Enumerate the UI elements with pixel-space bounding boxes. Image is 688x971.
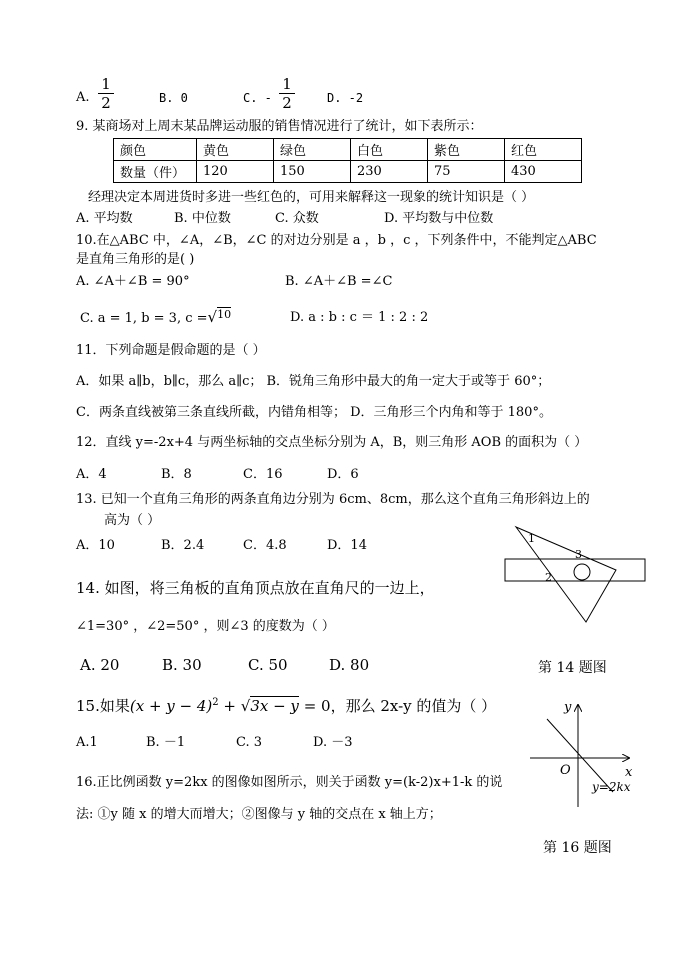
q15-formula-square: (x + y − 4)	[129, 697, 213, 715]
q16-figure	[525, 697, 645, 809]
q14-option-a: A. 20	[80, 656, 120, 674]
sqrt-symbol: √	[240, 697, 251, 715]
q13-stem-line2: 高为（ ）	[104, 513, 161, 528]
q12-stem: 12．直线 y=-2x+4 与两坐标轴的交点坐标分别为 A，B，则三角形 AOB 的面积为（ ）	[76, 435, 588, 450]
line-label: y=2kx	[592, 780, 631, 794]
q15-stem-suffix: ，那么 2x-y 的值为（ ）	[330, 697, 497, 715]
table-cell: 430	[505, 161, 582, 183]
q15-plus: +	[223, 697, 236, 715]
table-cell: 绿色	[274, 139, 351, 161]
q8-option-c-label: C. -	[243, 91, 272, 105]
q13-option-b: B．2.4	[161, 538, 205, 553]
q13-option-c: C．4.8	[243, 538, 287, 553]
q12-option-d: D．6	[327, 467, 359, 482]
sqrt-symbol: √	[207, 308, 218, 326]
q10-option-d: D. a : b : c ＝ 1 : 2 : 2	[290, 310, 429, 325]
table-header-row	[114, 139, 582, 161]
q9-option-c: C. 众数	[275, 211, 319, 226]
q9-stem: 9. 某商场对上周末某品牌运动服的销售情况进行了统计，如下表所示：	[76, 119, 483, 134]
q8-option-a-fraction	[98, 76, 114, 111]
q14-figure	[500, 522, 650, 630]
q10-stem-line1: 10.在△ABC 中，∠A，∠B，∠C 的对边分别是 a ，b ，c ，下列条件中，不能判定△ABC	[76, 233, 597, 248]
table-cell: 数量（件）	[114, 161, 197, 183]
q11-options-cd: C．两条直线被第三条直线所截，内错角相等； D．三角形三个内角和等于 180°。	[76, 405, 552, 420]
q10-option-b: B. ∠A＋∠B =∠C	[285, 274, 393, 289]
q11-options-ab: A．如果 a∥b，b∥c，那么 a∥c； B．锐角三角形中最大的角一定大于或等于 60°；	[76, 374, 551, 389]
ruler-rect	[505, 559, 645, 581]
q13-option-a: A．10	[76, 538, 115, 553]
table-row	[114, 161, 582, 183]
q15-equals: = 0	[303, 697, 331, 715]
q10-option-c	[80, 309, 231, 327]
table-cell: 75	[428, 161, 505, 183]
table-cell: 紫色	[428, 139, 505, 161]
q11-stem: 11．下列命题是假命题的是（ ）	[76, 343, 266, 358]
table-cell: 颜色	[114, 139, 197, 161]
fraction-denominator: 2	[282, 94, 292, 112]
q14-option-b: B. 30	[162, 656, 202, 674]
q9-option-d: D. 平均数与中位数	[384, 211, 494, 226]
ruler-hole	[574, 564, 590, 580]
origin-label: O	[560, 763, 571, 778]
q9-sales-table	[113, 138, 582, 183]
q12-option-b: B．8	[161, 467, 192, 482]
y-axis-label: y	[564, 700, 572, 715]
q8-option-b: B. 0	[159, 91, 188, 105]
x-axis-label: x	[625, 765, 633, 780]
q15-option-a: A.1	[76, 735, 98, 750]
q15-stem	[76, 695, 496, 714]
q10-stem-line2: 是直角三角形的是( )	[76, 252, 195, 267]
fraction-denominator: 2	[101, 94, 111, 112]
table-cell: 230	[351, 161, 428, 183]
table-cell: 白色	[351, 139, 428, 161]
angle-label-2: 2	[545, 571, 552, 584]
q13-option-d: D．14	[327, 538, 367, 553]
q15-stem-prefix: 15.如果	[76, 697, 130, 715]
q16-caption: 第 16 题图	[543, 840, 612, 856]
q15-exponent: 2	[212, 697, 219, 708]
fraction-numerator: 1	[101, 75, 111, 93]
table-cell: 120	[197, 161, 274, 183]
q8-option-d: D. -2	[327, 91, 364, 105]
q14-stem-line2: ∠1=30° ，∠2=50° ，则∠3 的度数为（ ）	[76, 619, 335, 634]
q9-followup: 经理决定本周进货时多进一些红色的，可用来解释这一现象的统计知识是（ ）	[88, 190, 535, 205]
q13-stem-line1: 13. 已知一个直角三角形的两条直角边分别为 6cm、8cm，那么这个直角三角形斜边上的	[76, 492, 590, 507]
q9-option-a: A. 平均数	[76, 211, 133, 226]
angle-label-3: 3	[575, 548, 582, 561]
q15-option-b: B. －1	[146, 735, 186, 750]
q14-stem-line1: 14. 如图，将三角板的直角顶点放在直角尺的一边上，	[76, 579, 435, 597]
q10-option-c-text: C. a = 1, b = 3, c =	[80, 311, 208, 326]
q16-stem-line2: 法: ①y 随 x 的增大而增大；②图像与 y 轴的交点在 x 轴上方；	[76, 807, 442, 822]
q15-option-c: C. 3	[236, 735, 263, 750]
q10-option-a: A. ∠A＋∠B = 90°	[76, 274, 190, 289]
q12-option-c: C．16	[243, 467, 283, 482]
q14-option-d: D. 80	[329, 656, 370, 674]
q15-sqrt-radicand: 3x − y	[250, 697, 299, 715]
q16-stem-line1: 16.正比例函数 y=2kx 的图像如图所示，则关于函数 y=(k-2)x+1-k 的说	[76, 775, 503, 790]
q14-option-c: C. 50	[248, 656, 288, 674]
q8-option-a-label: A.	[76, 90, 90, 105]
q10-sqrt-radicand: 10	[217, 308, 232, 321]
table-cell: 红色	[505, 139, 582, 161]
q12-option-a: A．4	[76, 467, 107, 482]
q15-option-d: D. －3	[313, 735, 353, 750]
table-cell: 150	[274, 161, 351, 183]
angle-label-1: 1	[528, 532, 535, 545]
fraction-numerator: 1	[282, 75, 292, 93]
table-cell: 黄色	[197, 139, 274, 161]
q9-option-b: B. 中位数	[174, 211, 231, 226]
q14-caption: 第 14 题图	[538, 660, 607, 676]
q8-option-c-fraction	[279, 76, 295, 111]
